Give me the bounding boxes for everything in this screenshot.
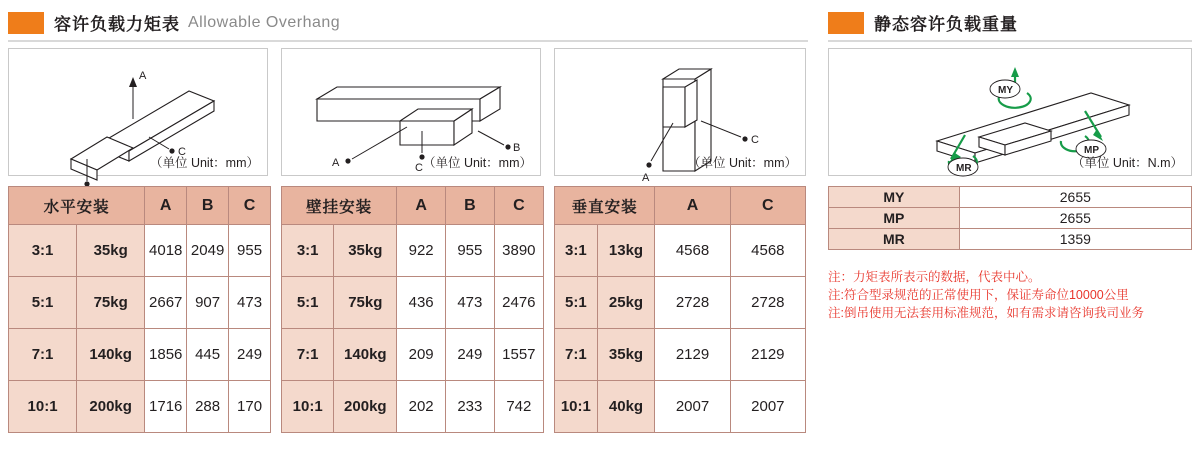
- table-row: [9, 329, 271, 381]
- cell-ratio: 5:1: [555, 277, 598, 329]
- unit-label: （单位 Unit：mm）: [687, 156, 797, 170]
- cell-c: 170: [229, 381, 271, 433]
- cell-load: 200kg: [334, 381, 397, 433]
- cell-a: 209: [397, 329, 446, 381]
- column-header-mount-type: 壁挂安装: [282, 187, 397, 225]
- cell-a: 2728: [655, 277, 730, 329]
- column-header-a: A: [145, 187, 187, 225]
- table-wall-mount: [281, 186, 544, 433]
- table-row: [555, 329, 806, 381]
- table-row: [282, 225, 544, 277]
- cell-a: 1716: [145, 381, 187, 433]
- cell-ratio: 10:1: [555, 381, 598, 433]
- section-divider: [8, 40, 808, 42]
- cell-axis: MR: [829, 229, 960, 250]
- cell-a: 2667: [145, 277, 187, 329]
- cell-b: 473: [445, 277, 494, 329]
- note-line: 注:符合型录规范的正常使用下，保证寿命位10000公里: [828, 288, 1129, 302]
- svg-text:B: B: [513, 142, 521, 154]
- unit-label: （单位 Unit：mm）: [149, 156, 259, 170]
- cell-c: 955: [229, 225, 271, 277]
- section-title-en: Allowable Overhang: [188, 13, 341, 31]
- cell-b: 2049: [187, 225, 229, 277]
- cell-a: 2007: [655, 381, 730, 433]
- cell-value: 2655: [959, 187, 1191, 208]
- cell-ratio: 3:1: [282, 225, 334, 277]
- notes-block: [828, 268, 1192, 322]
- note-line: 注:倒吊使用无法套用标准规范，如有需求请咨询我司业务: [828, 306, 1144, 320]
- cell-b: 249: [445, 329, 494, 381]
- cell-ratio: 7:1: [9, 329, 77, 381]
- cell-load: 140kg: [77, 329, 145, 381]
- cell-value: 2655: [959, 208, 1191, 229]
- table-row: [829, 208, 1192, 229]
- note-line: 注：力矩表所表示的数据，代表中心。: [828, 270, 1041, 284]
- diagram-wall-mount: [281, 48, 541, 176]
- svg-text:C: C: [415, 162, 423, 174]
- cell-a: 922: [397, 225, 446, 277]
- table-horizontal-mount: [8, 186, 271, 433]
- accent-bar-icon: [8, 12, 44, 34]
- table-row: [9, 225, 271, 277]
- table-row: [829, 229, 1192, 250]
- cell-c: 2476: [494, 277, 543, 329]
- table-row: [9, 381, 271, 433]
- column-header-a: A: [655, 187, 730, 225]
- section-title-cn: 静态容许负载重量: [874, 15, 1018, 34]
- cell-b: 288: [187, 381, 229, 433]
- cell-c: 4568: [730, 225, 805, 277]
- cell-load: 40kg: [597, 381, 655, 433]
- cell-load: 35kg: [334, 225, 397, 277]
- cell-b: 907: [187, 277, 229, 329]
- table-row: [555, 277, 806, 329]
- cell-a: 2129: [655, 329, 730, 381]
- diagram-horizontal-mount: [8, 48, 268, 176]
- column-header-mount-type: 垂直安装: [555, 187, 655, 225]
- cell-a: 1856: [145, 329, 187, 381]
- svg-text:C: C: [751, 134, 759, 146]
- cell-a: 202: [397, 381, 446, 433]
- cell-value: 1359: [959, 229, 1191, 250]
- table-row: [282, 329, 544, 381]
- unit-label: （单位 Unit：N.m）: [1071, 156, 1183, 170]
- column-header-b: B: [187, 187, 229, 225]
- cell-ratio: 7:1: [555, 329, 598, 381]
- svg-text:A: A: [332, 157, 340, 169]
- cell-load: 25kg: [597, 277, 655, 329]
- cell-load: 75kg: [334, 277, 397, 329]
- cell-c: 249: [229, 329, 271, 381]
- cell-c: 2129: [730, 329, 805, 381]
- table-row: [555, 225, 806, 277]
- cell-c: 2728: [730, 277, 805, 329]
- column-header-c: C: [730, 187, 805, 225]
- cell-b: 233: [445, 381, 494, 433]
- table-row: [282, 277, 544, 329]
- cell-c: 742: [494, 381, 543, 433]
- table-row: [555, 381, 806, 433]
- table-static-allowable-load: [828, 186, 1192, 250]
- diagram-vertical-mount: [554, 48, 806, 184]
- cell-ratio: 7:1: [282, 329, 334, 381]
- column-header-c: C: [229, 187, 271, 225]
- cell-c: 2007: [730, 381, 805, 433]
- table-row: [829, 187, 1192, 208]
- cell-load: 35kg: [597, 329, 655, 381]
- column-header-mount-type: 水平安装: [9, 187, 145, 225]
- svg-text:MY: MY: [998, 85, 1013, 96]
- cell-ratio: 10:1: [9, 381, 77, 433]
- section-header-static-load: [828, 10, 1192, 42]
- unit-label: （单位 Unit：mm）: [422, 156, 532, 170]
- section-divider: [828, 40, 1192, 42]
- table-header-row: [282, 187, 544, 225]
- svg-text:C: C: [178, 146, 186, 158]
- cell-load: 140kg: [334, 329, 397, 381]
- cell-load: 13kg: [597, 225, 655, 277]
- cell-ratio: 3:1: [555, 225, 598, 277]
- table-header-row: [555, 187, 806, 225]
- cell-c: 3890: [494, 225, 543, 277]
- table-vertical-mount: [554, 186, 806, 433]
- cell-ratio: 5:1: [282, 277, 334, 329]
- cell-b: 445: [187, 329, 229, 381]
- table-row: [282, 381, 544, 433]
- table-header-row: [9, 187, 271, 225]
- cell-c: 1557: [494, 329, 543, 381]
- accent-bar-icon: [828, 12, 864, 34]
- section-title-cn: 容许负载力矩表: [54, 15, 180, 34]
- cell-a: 4568: [655, 225, 730, 277]
- section-header-allowable-overhang: [8, 10, 808, 42]
- cell-ratio: 5:1: [9, 277, 77, 329]
- table-row: [9, 277, 271, 329]
- svg-text:MR: MR: [956, 163, 972, 174]
- column-header-b: B: [445, 187, 494, 225]
- cell-c: 473: [229, 277, 271, 329]
- column-header-c: C: [494, 187, 543, 225]
- diagram-static-moment: [828, 48, 1192, 176]
- svg-text:MP: MP: [1084, 145, 1099, 156]
- cell-ratio: 3:1: [9, 225, 77, 277]
- svg-text:A: A: [642, 172, 650, 184]
- cell-load: 35kg: [77, 225, 145, 277]
- cell-a: 4018: [145, 225, 187, 277]
- svg-text:A: A: [139, 70, 147, 82]
- cell-load: 200kg: [77, 381, 145, 433]
- cell-axis: MP: [829, 208, 960, 229]
- cell-ratio: 10:1: [282, 381, 334, 433]
- cell-b: 955: [445, 225, 494, 277]
- cell-load: 75kg: [77, 277, 145, 329]
- cell-axis: MY: [829, 187, 960, 208]
- cell-a: 436: [397, 277, 446, 329]
- column-header-a: A: [397, 187, 446, 225]
